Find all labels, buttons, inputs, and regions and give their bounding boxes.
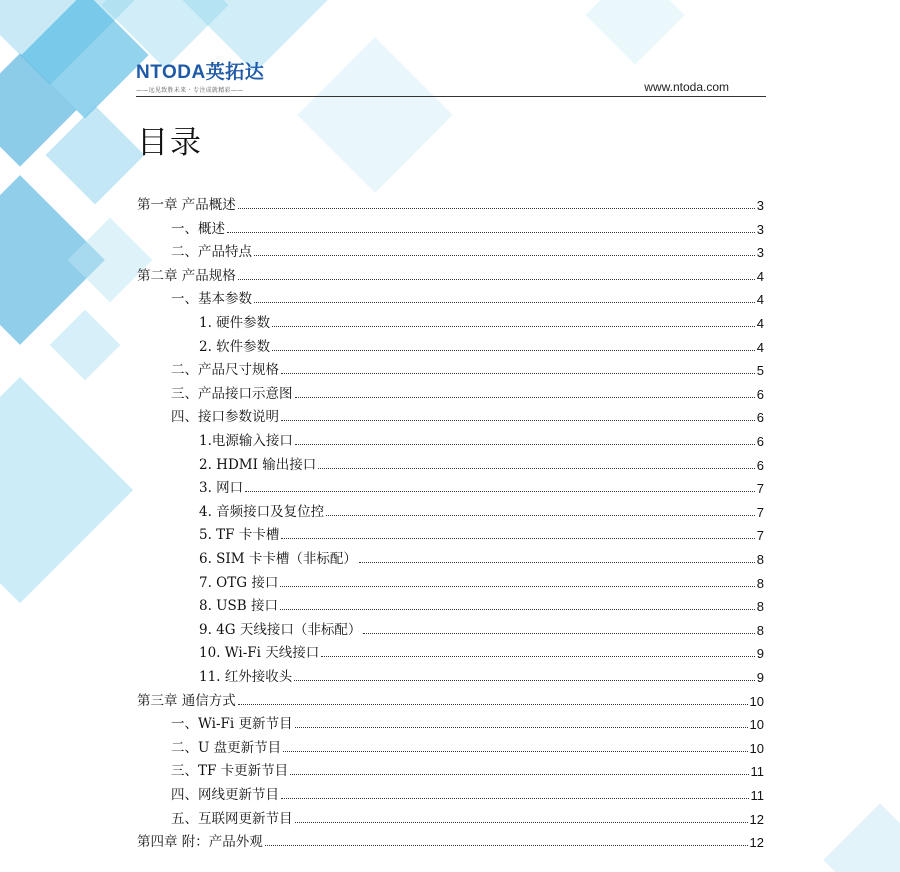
toc-dot-leader <box>280 609 755 610</box>
toc-entry-label: 二、产品特点 <box>171 244 252 260</box>
toc-entry-page-number: 9 <box>756 646 764 661</box>
toc-dot-leader <box>295 822 748 823</box>
toc-entry-label: 11. 红外接收头 <box>199 669 293 685</box>
toc-entry-page-number: 12 <box>749 812 764 827</box>
toc-dot-leader <box>359 562 755 563</box>
toc-entry-page-number: 7 <box>756 505 764 520</box>
toc-dot-leader <box>272 350 755 351</box>
toc-entry-label: 第一章 产品概述 <box>137 197 236 213</box>
logo-latin: NTODA <box>136 62 206 83</box>
toc-entry-label: 一、基本参数 <box>171 291 252 307</box>
toc-dot-leader <box>245 491 755 492</box>
toc-entry-page-number: 8 <box>756 599 764 614</box>
toc-entry-page-number: 3 <box>756 222 764 237</box>
toc-dot-leader <box>281 538 754 539</box>
toc-dot-leader <box>295 444 755 445</box>
toc-entry[interactable] <box>199 474 764 496</box>
toc-entry-label: 3. 网口 <box>199 480 244 496</box>
toc-entry-page-number: 6 <box>756 410 764 425</box>
toc-dot-leader <box>290 774 748 775</box>
toc-entry-label: 第三章 通信方式 <box>137 693 236 709</box>
toc-entry-label: 7. OTG 接口 <box>199 575 279 591</box>
logo-chinese: 英拓达 <box>205 62 265 83</box>
toc-entry-page-number: 4 <box>756 292 764 307</box>
toc-entry-page-number: 10 <box>749 717 764 732</box>
toc-entry[interactable] <box>199 309 764 331</box>
toc-dot-leader <box>254 302 755 303</box>
toc-entry-label: 4. 音频接口及复位控 <box>199 504 325 520</box>
toc-entry[interactable] <box>171 757 764 779</box>
toc-dot-leader <box>280 586 754 587</box>
toc-dot-leader <box>227 232 755 233</box>
toc-entry[interactable] <box>199 427 764 449</box>
toc-entry[interactable] <box>171 403 764 425</box>
toc-dot-leader <box>295 397 755 398</box>
toc-entry[interactable] <box>199 569 764 591</box>
toc-entry-label: 2. HDMI 输出接口 <box>199 457 317 473</box>
toc-entry[interactable] <box>171 734 764 756</box>
toc-entry-page-number: 6 <box>756 434 764 449</box>
toc-entry-label: 8. USB 接口 <box>199 598 279 614</box>
toc-dot-leader <box>238 279 755 280</box>
toc-entry-page-number: 11 <box>750 788 764 803</box>
toc-entry[interactable] <box>171 380 764 402</box>
toc-entry-label: 5. TF 卡卡槽 <box>199 527 280 543</box>
toc-entry-label: 第二章 产品规格 <box>137 268 236 284</box>
toc-entry[interactable] <box>171 356 764 378</box>
toc-entry-label: 四、接口参数说明 <box>171 409 279 425</box>
website-url: www.ntoda.com <box>644 80 729 94</box>
toc-dot-leader <box>321 656 755 657</box>
toc-entry-page-number: 8 <box>756 576 764 591</box>
toc-entry-label: 一、概述 <box>171 221 225 237</box>
toc-entry[interactable] <box>137 828 764 850</box>
company-logo <box>136 62 264 94</box>
toc-dot-leader <box>272 326 755 327</box>
toc-dot-leader <box>281 798 749 799</box>
toc-entry-page-number: 3 <box>756 245 764 260</box>
toc-entry-page-number: 7 <box>756 528 764 543</box>
toc-entry[interactable] <box>171 781 764 803</box>
toc-entry-label: 五、互联网更新节目 <box>171 811 293 827</box>
toc-entry-page-number: 4 <box>756 340 764 355</box>
toc-entry[interactable] <box>171 710 764 732</box>
logo-wordmark <box>136 62 264 84</box>
toc-entry[interactable] <box>199 333 764 355</box>
toc-entry-label: 10. Wi-Fi 天线接口 <box>199 645 320 661</box>
toc-entry-label: 1.电源输入接口 <box>199 433 293 449</box>
toc-entry[interactable] <box>199 663 764 685</box>
toc-entry-label: 三、产品接口示意图 <box>171 386 293 402</box>
toc-entry-page-number: 12 <box>749 835 764 850</box>
toc-entry-label: 二、产品尺寸规格 <box>171 362 279 378</box>
toc-entry-page-number: 9 <box>756 670 764 685</box>
toc-entry[interactable] <box>137 262 764 284</box>
toc-entry-page-number: 4 <box>756 316 764 331</box>
toc-entry-label: 2. 软件参数 <box>199 339 271 355</box>
toc-entry-label: 1. 硬件参数 <box>199 315 271 331</box>
toc-dot-leader <box>295 727 748 728</box>
toc-entry[interactable] <box>199 498 764 520</box>
toc-entry-page-number: 11 <box>750 764 764 779</box>
toc-entry-page-number: 8 <box>756 623 764 638</box>
toc-dot-leader <box>265 845 748 846</box>
toc-entry-page-number: 6 <box>756 387 764 402</box>
toc-entry-label: 6. SIM 卡卡槽（非标配） <box>199 551 357 567</box>
toc-entry-label: 二、U 盘更新节目 <box>171 740 282 756</box>
toc-dot-leader <box>238 704 748 705</box>
toc-entry-page-number: 7 <box>756 481 764 496</box>
toc-dot-leader <box>363 633 754 634</box>
toc-entry[interactable] <box>199 592 764 614</box>
toc-dot-leader <box>326 515 755 516</box>
toc-entry-label: 第四章 附：产品外观 <box>137 834 263 850</box>
toc-dot-leader <box>294 680 755 681</box>
toc-entry-page-number: 5 <box>756 363 764 378</box>
toc-entry[interactable] <box>199 521 764 543</box>
toc-entry-page-number: 10 <box>749 741 764 756</box>
toc-entry[interactable] <box>199 451 764 473</box>
toc-entry-label: 三、TF 卡更新节目 <box>171 763 289 779</box>
toc-entry-page-number: 10 <box>749 694 764 709</box>
toc-entry[interactable] <box>199 639 764 661</box>
toc-entry-page-number: 6 <box>756 458 764 473</box>
page-title: 目录 <box>137 125 203 161</box>
toc-entry[interactable] <box>137 687 764 709</box>
toc-entry-label: 一、Wi-Fi 更新节目 <box>171 716 293 732</box>
toc-entry-label: 9. 4G 天线接口（非标配） <box>199 622 362 638</box>
toc-entry-page-number: 3 <box>756 198 764 213</box>
toc-entry[interactable] <box>199 545 764 567</box>
toc-dot-leader <box>318 468 755 469</box>
toc-entry[interactable] <box>171 805 764 827</box>
toc-entry-label: 四、网线更新节目 <box>171 787 279 803</box>
toc-dot-leader <box>238 208 755 209</box>
toc-dot-leader <box>254 255 755 256</box>
toc-entry-page-number: 8 <box>756 552 764 567</box>
toc-entry[interactable] <box>171 215 764 237</box>
toc-dot-leader <box>283 751 747 752</box>
toc-dot-leader <box>281 420 755 421</box>
header-divider <box>136 96 766 97</box>
logo-slogan: ——远见致胜未来 · 专注成就精彩—— <box>136 87 244 94</box>
toc-entry-page-number: 4 <box>756 269 764 284</box>
toc-dot-leader <box>281 373 755 374</box>
toc-entry[interactable] <box>171 285 764 307</box>
toc-entry[interactable] <box>199 616 764 638</box>
toc-entry[interactable] <box>171 238 764 260</box>
toc-entry[interactable] <box>137 191 764 213</box>
